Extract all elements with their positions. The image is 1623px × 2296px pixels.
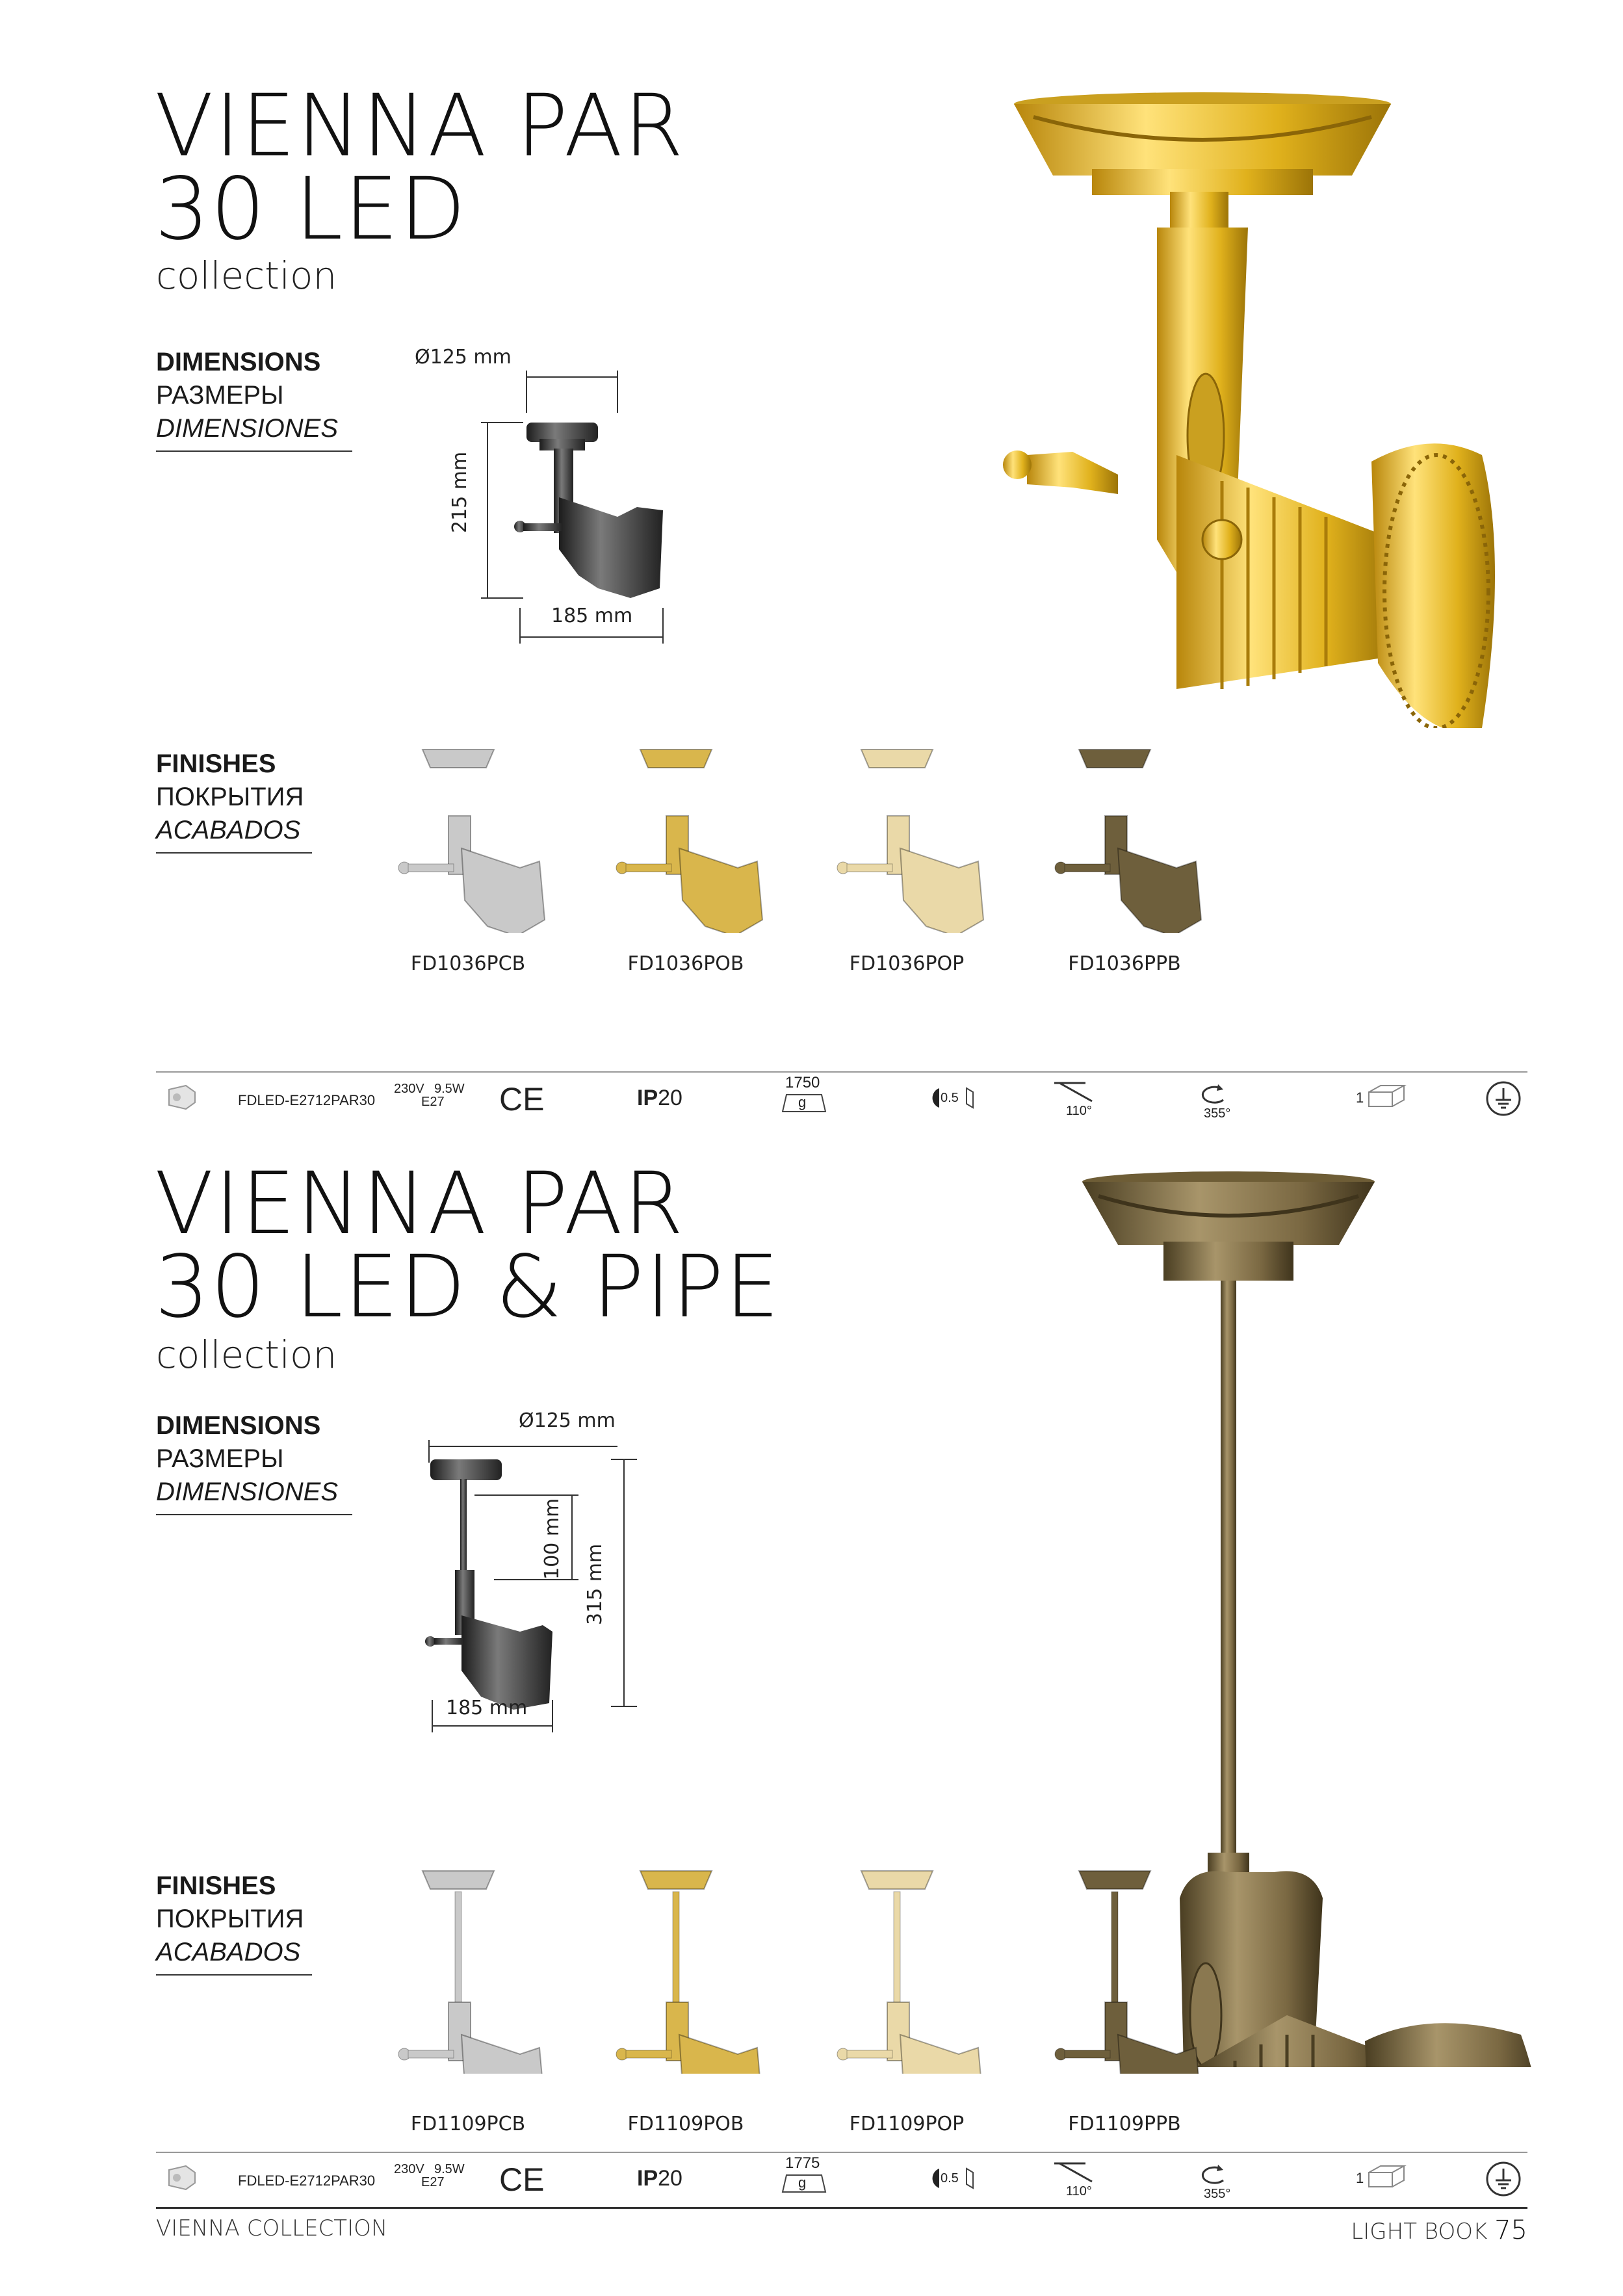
section2-dimensions-label <box>156 1409 352 1515</box>
dimensions-es: DIMENSIONES <box>156 1478 339 1506</box>
finish-thumbnail <box>829 744 998 936</box>
finish-thumbnail <box>608 1866 777 2077</box>
section2-title-line1: VIENNA PAR <box>155 1154 685 1254</box>
ip-prefix: IP <box>637 2166 658 2191</box>
surface-icon <box>965 1087 974 1109</box>
ce-mark: CE <box>499 2161 545 2198</box>
spec-socket: E27 <box>421 1095 445 1109</box>
section2-spec-bar <box>156 2152 1527 2208</box>
finishes-es: ACABADOS <box>156 816 301 844</box>
spec-socket: E27 <box>421 2175 445 2189</box>
rotation-icon <box>1195 1082 1228 1106</box>
section2-dim-diameter: Ø125 mm <box>519 1409 616 1432</box>
finishes-en: FINISHES <box>156 750 276 778</box>
spec-weight: 1750 <box>785 1074 820 1091</box>
page-number: 75 <box>1494 2215 1527 2245</box>
spec-weight-unit: g <box>798 1094 807 1110</box>
finish-thumbnail <box>1046 744 1215 936</box>
finishes-ru: ПОКРЫТИЯ <box>156 783 304 811</box>
earth-ground-icon <box>1485 1080 1522 1117</box>
spec-distance: 0.5 <box>941 1091 959 1105</box>
bulb-icon <box>168 1084 198 1110</box>
rotation-icon <box>1195 2162 1228 2187</box>
spec-voltage: 230V <box>394 1082 424 1096</box>
section1-product-photo <box>962 91 1547 728</box>
dimensions-en: DIMENSIONS <box>156 348 321 376</box>
section1-dimensions-label <box>156 346 352 452</box>
spec-bulb: FDLED-E2712PAR30 <box>238 2172 376 2189</box>
spec-power: 9.5W <box>434 2162 465 2176</box>
section1-finishes-row <box>0 744 1623 998</box>
section1-dim-height: 215 mm <box>448 451 471 533</box>
distance-icon <box>928 1087 941 1109</box>
finishes-ru: ПОКРЫТИЯ <box>156 1905 304 1933</box>
spec-rotation: 355° <box>1204 2187 1231 2201</box>
finish-code: FD1036POB <box>627 952 744 975</box>
box-icon <box>1366 1083 1407 1109</box>
section1-spec-bar <box>156 1071 1527 1127</box>
section1-dim-diameter: Ø125 mm <box>415 346 512 369</box>
spec-ip <box>637 1086 682 1111</box>
spec-voltage: 230V <box>394 2162 424 2176</box>
box-icon <box>1366 2163 1407 2189</box>
finish-code: FD1109POB <box>627 2113 744 2135</box>
earth-ground-icon <box>1485 2161 1522 2197</box>
finish-thumbnail <box>390 1866 559 2077</box>
spec-rotation: 355° <box>1204 1106 1231 1121</box>
finishes-en: FINISHES <box>156 1872 276 1900</box>
tilt-icon <box>1053 2159 1098 2184</box>
finish-code: FD1109PPB <box>1068 2113 1181 2135</box>
finish-thumbnail <box>829 1866 998 2077</box>
finish-thumbnail <box>1046 1866 1215 2077</box>
section1-dim-depth: 185 mm <box>551 605 633 627</box>
dimensions-ru: РАЗМЕРЫ <box>156 381 284 410</box>
section1-title-line1: VIENNA PAR <box>155 76 685 176</box>
distance-icon <box>928 2167 941 2189</box>
footer-page <box>1351 2215 1527 2245</box>
footer-rule <box>156 2207 1527 2209</box>
dimensions-ru: РАЗМЕРЫ <box>156 1444 284 1473</box>
section2-dim-height: 315 mm <box>584 1543 606 1625</box>
footer-book-label: LIGHT BOOK <box>1351 2219 1488 2245</box>
spec-bulb: FDLED-E2712PAR30 <box>238 1092 376 1108</box>
finish-code: FD1109PCB <box>410 2113 526 2135</box>
spec-weight-unit: g <box>798 2174 807 2191</box>
spec-distance: 0.5 <box>941 2171 959 2185</box>
section1-subtitle: collection <box>156 254 337 298</box>
section1-title-line2: 30 LED <box>155 159 467 259</box>
spec-pieces: 1 <box>1356 1089 1364 1106</box>
ip-value: 20 <box>658 2166 682 2191</box>
finish-thumbnail <box>390 744 559 936</box>
finish-code: FD1036POP <box>849 952 965 975</box>
spec-tilt: 110° <box>1066 2184 1092 2198</box>
section2-dim-depth: 185 mm <box>446 1697 528 1719</box>
tilt-icon <box>1053 1079 1098 1104</box>
section2-subtitle: collection <box>156 1333 337 1377</box>
section2-title-line2: 30 LED & PIPE <box>155 1237 781 1337</box>
footer-collection: VIENNA COLLECTION <box>156 2215 388 2241</box>
finish-thumbnail <box>608 744 777 936</box>
section2-finishes-row <box>0 1866 1623 2139</box>
spec-pieces: 1 <box>1356 2170 1364 2186</box>
finishes-es: ACABADOS <box>156 1938 301 1966</box>
finish-code: FD1036PCB <box>410 952 526 975</box>
section1-dimension-drawing <box>403 341 689 647</box>
ce-mark: CE <box>499 1081 545 1117</box>
bulb-icon <box>168 2165 198 2191</box>
finish-code: FD1036PPB <box>1068 952 1181 975</box>
dimensions-en: DIMENSIONS <box>156 1411 321 1440</box>
surface-icon <box>965 2167 974 2189</box>
dimensions-es: DIMENSIONES <box>156 414 339 443</box>
spec-tilt: 110° <box>1066 1104 1092 1118</box>
spec-power: 9.5W <box>434 1082 465 1096</box>
spec-ip <box>637 2166 682 2191</box>
spec-weight: 1775 <box>785 2154 820 2172</box>
finish-code: FD1109POP <box>849 2113 965 2135</box>
section2-dim-pipe: 100 mm <box>541 1498 564 1580</box>
ip-prefix: IP <box>637 1086 658 1110</box>
ip-value: 20 <box>658 1086 682 1110</box>
